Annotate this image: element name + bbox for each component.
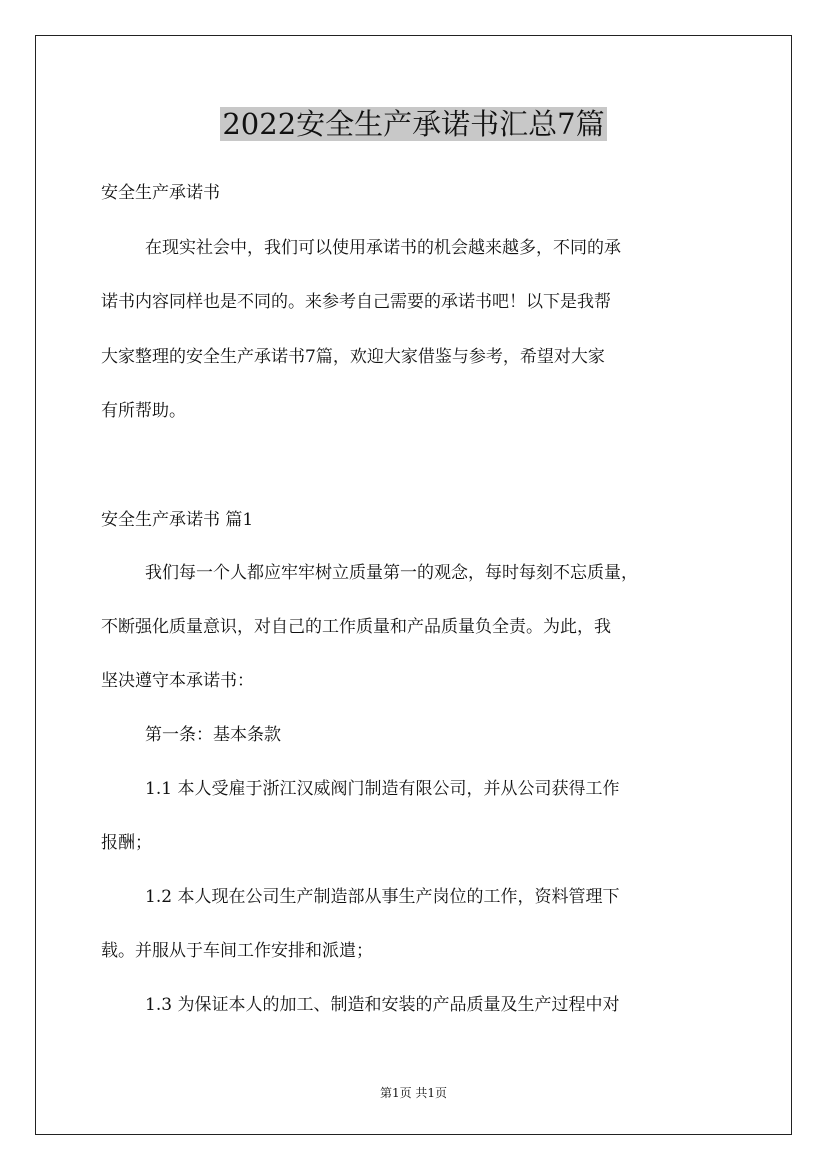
clause-line: 1.1 本人受雇于浙江汉威阀门制造有限公司，并从公司获得工作 <box>145 779 620 799</box>
clause-line: 1.2 本人现在公司生产制造部从事生产岗位的工作，资料管理下 <box>145 887 620 907</box>
paragraph-line: 诺书内容同样也是不同的。来参考自己需要的承诺书吧！以下是我帮 <box>101 292 611 312</box>
paragraph-line: 在现实社会中，我们可以使用承诺书的机会越来越多，不同的承 <box>145 238 621 258</box>
document-title <box>0 104 827 144</box>
clause-line: 载。并服从于车间工作安排和派遣； <box>101 941 373 961</box>
section-heading: 安全生产承诺书 篇1 <box>101 510 254 530</box>
intro-heading: 安全生产承诺书 <box>101 183 220 203</box>
page-footer: 第1页 共1页 <box>379 1086 448 1100</box>
clause-line: 1.3 为保证本人的加工、制造和安装的产品质量及生产过程中对 <box>145 995 620 1015</box>
paragraph-line: 大家整理的安全生产承诺书7篇，欢迎大家借鉴与参考，希望对大家 <box>101 347 605 367</box>
clause-line: 报酬； <box>101 833 152 853</box>
paragraph-line: 有所帮助。 <box>101 401 186 421</box>
paragraph-line: 坚决遵守本承诺书： <box>101 671 254 691</box>
paragraph-line: 不断强化质量意识，对自己的工作质量和产品质量负全责。为此，我 <box>101 617 611 637</box>
article-heading: 第一条：基本条款 <box>145 725 281 745</box>
paragraph-line: 我们每一个人都应牢牢树立质量第一的观念，每时每刻不忘质量， <box>145 563 638 583</box>
document-title-text: 2022安全生产承诺书汇总7篇 <box>222 107 605 141</box>
